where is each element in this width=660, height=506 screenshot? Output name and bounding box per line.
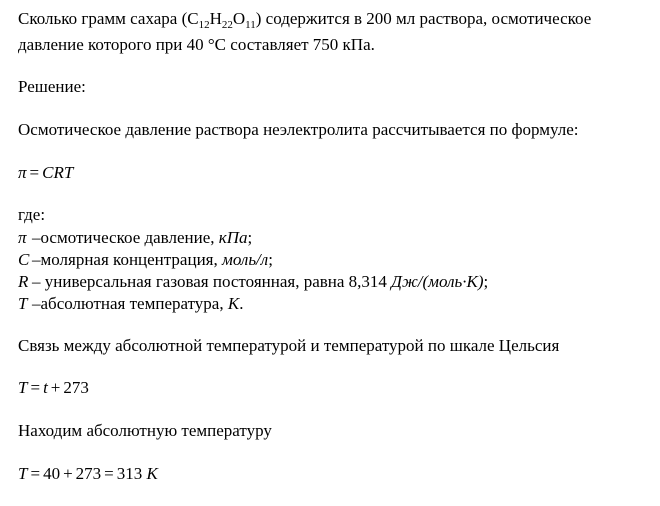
solution-label: Решение:	[18, 77, 86, 96]
def-symbol: C	[18, 250, 30, 269]
calc-equals-2: =	[104, 464, 114, 483]
def-dash: –	[32, 294, 41, 313]
formula-o-subscript: 11	[245, 19, 256, 31]
formula-kelvin	[18, 378, 89, 398]
formula-plus: +	[50, 378, 61, 397]
formula-h: H	[209, 9, 222, 28]
formula-273: 273	[63, 378, 89, 397]
formula-pi: π	[18, 163, 27, 182]
calc-result: 313	[116, 464, 143, 483]
formula-c: C	[187, 9, 199, 28]
def-symbol: R	[18, 272, 29, 291]
def-unit: Дж/(моль·K)	[391, 272, 484, 291]
def-dash: –	[32, 272, 41, 291]
find-text: Находим абсолютную температуру	[18, 421, 272, 440]
def-unit: моль/л	[221, 250, 269, 269]
def-symbol: π	[18, 228, 27, 247]
intro-text: Осмотическое давление раствора неэлектролита рассчитывается по формуле:	[18, 120, 579, 139]
calc-unit: K	[146, 464, 158, 483]
calc-T: T	[18, 464, 28, 483]
problem-line-1	[18, 9, 591, 31]
formula-o: O	[232, 9, 246, 28]
def-text: молярная концентрация,	[40, 250, 222, 269]
problem-text-pre: Сколько грамм сахара (	[18, 9, 188, 28]
def-tail: .	[239, 294, 244, 313]
def-text: универсальная газовая постоянная, равна 8,314	[40, 272, 392, 291]
def-row-pi	[18, 228, 252, 248]
def-row-t	[18, 294, 243, 314]
def-unit: K	[227, 294, 240, 313]
where-label: где:	[18, 205, 46, 224]
formula-c-subscript: 12	[198, 19, 210, 31]
calc-273: 273	[75, 464, 102, 483]
formula-equals: =	[30, 378, 41, 397]
def-text: осмотическое давление,	[40, 228, 219, 247]
formula-t: t	[43, 378, 48, 397]
def-tail: ;	[268, 250, 273, 269]
def-symbol: T	[18, 294, 28, 313]
formula-equals: =	[29, 163, 40, 182]
formula-calc	[18, 464, 158, 484]
def-tail: ;	[483, 272, 489, 291]
def-dash: –	[32, 250, 41, 269]
calc-equals: =	[30, 464, 41, 483]
problem-text-post: ) содержится в 200 мл раствора, осмотическое	[255, 9, 592, 28]
def-dash: –	[32, 228, 41, 247]
calc-plus: +	[63, 464, 73, 483]
formula-h-subscript: 22	[221, 19, 233, 31]
formula-T: T	[18, 378, 28, 397]
def-row-c	[18, 250, 273, 270]
relation-text: Связь между абсолютной температурой и температурой по шкале Цельсия	[18, 336, 560, 355]
formula-crt: CRT	[42, 163, 74, 182]
def-text: абсолютная температура,	[40, 294, 228, 313]
problem-line-2: давление которого при 40 °С составляет 750 кПа.	[18, 35, 375, 54]
formula-osmotic	[18, 163, 73, 183]
def-unit: кПа	[218, 228, 248, 247]
def-row-r	[18, 272, 488, 292]
calc-40: 40	[43, 464, 61, 483]
def-tail: ;	[247, 228, 253, 247]
